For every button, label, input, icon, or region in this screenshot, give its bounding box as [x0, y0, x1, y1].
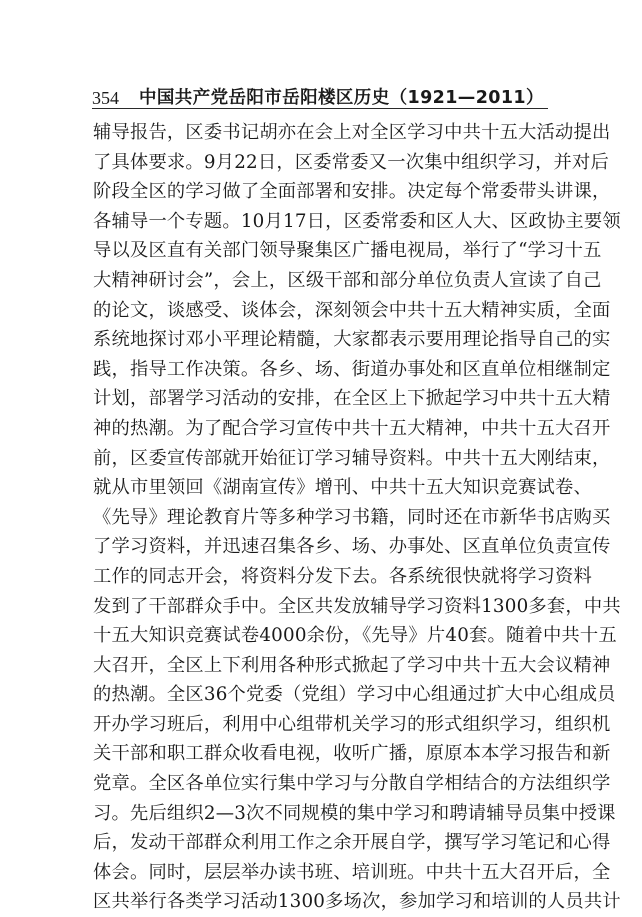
text-line: 大精神研讨会”，会上，区级干部和部分单位负责人宣读了自己 [93, 269, 602, 291]
text-line: 神的热潮。为了配合学习宣传中共十五大精神，中共十五大召开 [93, 417, 611, 439]
text-line: 践，指导工作决策。各乡、场、街道办事处和区直单位相继制定 [93, 358, 611, 380]
page-number: 354 [92, 88, 119, 108]
text-line: 阶段全区的学习做了全面部署和安排。决定每个常委带头讲课， [93, 181, 611, 203]
text-line: 十五大知识竞赛试卷4000余份，《先导》片40套。随着中共十五 [93, 625, 617, 647]
text-line: 体会。同时，层层举办读书班、培训班。中共十五大召开后，全 [93, 861, 611, 883]
text-line: 党章。全区各单位实行集中学习与分散自学相结合的方法组织学 [93, 773, 611, 795]
text-line: 导以及区直有关部门领导聚集区广播电视局，举行了“学习十五 [93, 240, 602, 262]
text-line: 关干部和职工群众收看电视，收听广播，原原本本学习报告和新 [93, 743, 611, 765]
text-line: 辅导报告，区委书记胡亦在会上对全区学习中共十五大活动提出 [93, 122, 611, 143]
text-line: 系统地探讨邓小平理论精髓，大家都表示要用理论指导自己的实 [93, 329, 611, 351]
body-text [93, 118, 621, 917]
text-line: 工作的同志开会，将资料分发下去。各系统很快就将学习资料 [93, 565, 592, 587]
text-line: 计划，部署学习活动的安排，在全区上下掀起学习中共十五大精 [93, 388, 611, 410]
text-line: 区共举行各类学习活动1300多场次，参加学习和培训的人员共计 [93, 891, 621, 913]
text-line: 了学习资料，并迅速召集各乡、场、办事处、区直单位负责宣传 [93, 536, 611, 558]
text-line: 就从市里领回《湖南宣传》增刊、中共十五大知识竞赛试卷、 [93, 477, 592, 499]
text-line: 的论文，谈感受、谈体会，深刻领会中共十五大精神实质，全面 [93, 299, 611, 321]
text-line: 各辅导一个专题。10月17日，区委常委和区人大、区政协主要领 [93, 210, 621, 232]
text-line: 《先导》理论教育片等多种学习书籍，同时还在市新华书店购买 [93, 506, 611, 528]
page-header [92, 79, 546, 109]
text-line: 发到了干部群众手中。全区共发放辅导学习资料1300多套，中共 [93, 595, 621, 617]
header-rule [92, 108, 548, 109]
text-line: 后，发动干部群众利用工作之余开展自学，撰写学习笔记和心得 [93, 832, 611, 854]
text-line: 开办学习班后，利用中心组带机关学习的形式组织学习，组织机 [93, 713, 611, 735]
text-line: 大召开，全区上下利用各种形式掀起了学习中共十五大会议精神 [93, 654, 611, 676]
text-line: 的热潮。全区36个党委（党组）学习中心组通过扩大中心组成员 [93, 684, 616, 706]
text-line: 习。先后组织2—3次不同规模的集中学习和聘请辅导员集中授课 [93, 802, 616, 824]
text-line: 了具体要求。9月22日，区委常委又一次集中组织学习，并对后 [93, 151, 610, 173]
running-title: 中国共产党岳阳市岳阳楼区历史（1921—2011） [139, 88, 544, 108]
text-line: 前，区委宣传部就开始征订学习辅导资料。中共十五大刚结束， [93, 447, 611, 469]
